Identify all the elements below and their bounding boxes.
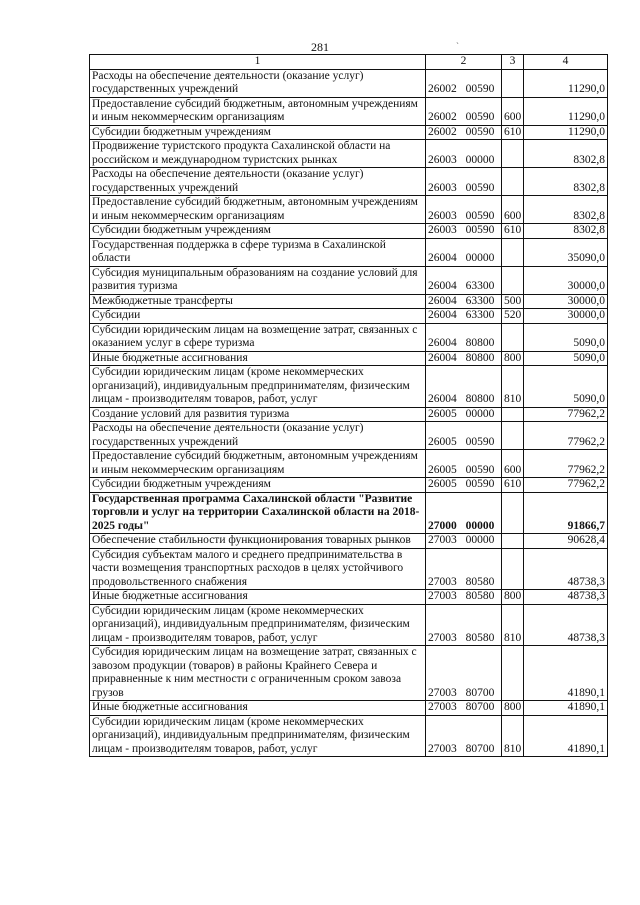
- row-name: Создание условий для развития туризма: [90, 407, 426, 422]
- table-row: [90, 351, 608, 366]
- row-code: 26004 63300: [426, 309, 502, 324]
- table-row: [90, 422, 608, 450]
- header-col-1: 1: [90, 55, 426, 70]
- row-name: Субсидии юридическим лицам на возмещение затрат, связанных с оказанием услуг в сфере туризма: [90, 323, 426, 351]
- row-code: 27003 80580: [426, 604, 502, 646]
- row-name: Обеспечение стабильности функционирования товарных рынков: [90, 534, 426, 549]
- table-row: [90, 309, 608, 324]
- row-name: Субсидии бюджетным учреждениям: [90, 224, 426, 239]
- row-kvr: 500: [502, 294, 524, 309]
- row-name: Иные бюджетные ассигнования: [90, 351, 426, 366]
- row-kvr: [502, 407, 524, 422]
- row-name: Расходы на обеспечение деятельности (оказание услуг) государственных учреждений: [90, 168, 426, 196]
- table-row: [90, 450, 608, 478]
- table-row: [90, 97, 608, 125]
- header-row: [90, 55, 608, 70]
- row-code: 27003 80580: [426, 590, 502, 605]
- row-amount: 77962,2: [524, 450, 608, 478]
- row-code: 26003 00590: [426, 196, 502, 224]
- row-amount: 41890,1: [524, 715, 608, 757]
- row-amount: 8302,8: [524, 224, 608, 239]
- row-kvr: 800: [502, 590, 524, 605]
- row-name: Иные бюджетные ассигнования: [90, 701, 426, 716]
- table-row: [90, 69, 608, 97]
- row-code: 26003 00590: [426, 168, 502, 196]
- row-amount: 5090,0: [524, 351, 608, 366]
- row-kvr: 610: [502, 125, 524, 140]
- row-name: Расходы на обеспечение деятельности (оказание услуг) государственных учреждений: [90, 69, 426, 97]
- table-body: [90, 69, 608, 757]
- row-amount: 90628,4: [524, 534, 608, 549]
- row-code: 26005 00590: [426, 478, 502, 493]
- row-kvr: 810: [502, 604, 524, 646]
- table-row: [90, 294, 608, 309]
- row-amount: 41890,1: [524, 646, 608, 701]
- row-code: 26005 00590: [426, 422, 502, 450]
- row-kvr: [502, 69, 524, 97]
- row-name: Иные бюджетные ассигнования: [90, 590, 426, 605]
- table-row: [90, 196, 608, 224]
- row-code: 27003 80700: [426, 701, 502, 716]
- table-row: [90, 125, 608, 140]
- row-name: Субсидии бюджетным учреждениям: [90, 478, 426, 493]
- row-code: 27003 80700: [426, 646, 502, 701]
- row-code: 26004 63300: [426, 294, 502, 309]
- row-code: 26004 00000: [426, 238, 502, 266]
- row-amount: 11290,0: [524, 97, 608, 125]
- row-code: 27003 80700: [426, 715, 502, 757]
- header-col-3: 3: [502, 55, 524, 70]
- row-amount: 11290,0: [524, 69, 608, 97]
- table-row: [90, 238, 608, 266]
- row-amount: 77962,2: [524, 478, 608, 493]
- table-row: [90, 407, 608, 422]
- row-code: 26004 80800: [426, 323, 502, 351]
- row-name: Межбюджетные трансферты: [90, 294, 426, 309]
- row-kvr: [502, 548, 524, 590]
- row-code: 26005 00590: [426, 450, 502, 478]
- table-row: [90, 140, 608, 168]
- row-kvr: [502, 492, 524, 534]
- table-row: [90, 492, 608, 534]
- row-name: Субсидия субъектам малого и среднего предпринимательства в части возмещения транспортных расходов в целях устойчивого продовольственного снабжения: [90, 548, 426, 590]
- row-kvr: [502, 646, 524, 701]
- row-kvr: [502, 168, 524, 196]
- row-name: Субсидия муниципальным образованиям на создание условий для развития туризма: [90, 266, 426, 294]
- row-code: 26003 00590: [426, 224, 502, 239]
- row-code: 27003 80580: [426, 548, 502, 590]
- row-name: Государственная поддержка в сфере туризма в Сахалинской области: [90, 238, 426, 266]
- row-kvr: 810: [502, 715, 524, 757]
- row-name: Государственная программа Сахалинской области "Развитие торговли и услуг на территории Сахалинской области на 2018-2025 годы": [90, 492, 426, 534]
- row-kvr: [502, 238, 524, 266]
- table-row: [90, 646, 608, 701]
- table-row: [90, 604, 608, 646]
- row-amount: 91866,7: [524, 492, 608, 534]
- row-amount: 30000,0: [524, 294, 608, 309]
- row-amount: 41890,1: [524, 701, 608, 716]
- row-amount: 5090,0: [524, 366, 608, 408]
- row-code: 26002 00590: [426, 69, 502, 97]
- row-kvr: 600: [502, 97, 524, 125]
- row-amount: 30000,0: [524, 266, 608, 294]
- row-amount: 11290,0: [524, 125, 608, 140]
- header-col-2: 2: [426, 55, 502, 70]
- table-row: [90, 323, 608, 351]
- row-kvr: 600: [502, 196, 524, 224]
- row-code: 26005 00000: [426, 407, 502, 422]
- scan-mark: `: [456, 41, 459, 51]
- row-kvr: 800: [502, 351, 524, 366]
- row-kvr: 610: [502, 224, 524, 239]
- row-name: Расходы на обеспечение деятельности (оказание услуг) государственных учреждений: [90, 422, 426, 450]
- row-amount: 35090,0: [524, 238, 608, 266]
- table-row: [90, 366, 608, 408]
- row-kvr: [502, 140, 524, 168]
- row-name: Предоставление субсидий бюджетным, автономным учреждениям и иным некоммерческим организациям: [90, 196, 426, 224]
- row-name: Субсидии юридическим лицам (кроме некоммерческих организаций), индивидуальным предпринимателям, физическим лицам - производителям товаров, работ, услуг: [90, 604, 426, 646]
- row-code: 26004 80800: [426, 351, 502, 366]
- row-kvr: [502, 323, 524, 351]
- row-name: Субсидии: [90, 309, 426, 324]
- row-code: 26002 00590: [426, 97, 502, 125]
- row-name: Продвижение туристского продукта Сахалинской области на российском и международном туристских рынках: [90, 140, 426, 168]
- row-code: 26002 00590: [426, 125, 502, 140]
- table-row: [90, 701, 608, 716]
- row-name: Субсидии бюджетным учреждениям: [90, 125, 426, 140]
- row-amount: 5090,0: [524, 323, 608, 351]
- row-code: 27000 00000: [426, 492, 502, 534]
- row-code: 26004 63300: [426, 266, 502, 294]
- page-number: 281: [311, 40, 329, 54]
- table-row: [90, 590, 608, 605]
- row-amount: 30000,0: [524, 309, 608, 324]
- row-kvr: [502, 266, 524, 294]
- table-row: [90, 715, 608, 757]
- row-code: 26004 80800: [426, 366, 502, 408]
- row-kvr: 600: [502, 450, 524, 478]
- table-row: [90, 534, 608, 549]
- row-code: 27003 00000: [426, 534, 502, 549]
- header-col-4: 4: [524, 55, 608, 70]
- row-name: Предоставление субсидий бюджетным, автономным учреждениям и иным некоммерческим организациям: [90, 97, 426, 125]
- table-row: [90, 478, 608, 493]
- row-kvr: [502, 534, 524, 549]
- row-kvr: 800: [502, 701, 524, 716]
- row-name: Предоставление субсидий бюджетным, автономным учреждениям и иным некоммерческим организациям: [90, 450, 426, 478]
- row-name: Субсидии юридическим лицам (кроме некоммерческих организаций), индивидуальным предпринимателям, физическим лицам - производителям товаров, работ, услуг: [90, 366, 426, 408]
- row-name: Субсидии юридическим лицам (кроме некоммерческих организаций), индивидуальным предпринимателям, физическим лицам - производителям товаров, работ, услуг: [90, 715, 426, 757]
- row-kvr: [502, 422, 524, 450]
- row-kvr: 610: [502, 478, 524, 493]
- row-amount: 8302,8: [524, 196, 608, 224]
- table-row: [90, 224, 608, 239]
- table-row: [90, 266, 608, 294]
- table-row: [90, 548, 608, 590]
- row-name: Субсидия юридическим лицам на возмещение затрат, связанных с завозом продукции (товаров) в районы Крайнего Севера и приравненные к ним местности с ограниченным сроком завоза грузов: [90, 646, 426, 701]
- row-amount: 48738,3: [524, 548, 608, 590]
- row-amount: 8302,8: [524, 168, 608, 196]
- row-amount: 77962,2: [524, 407, 608, 422]
- budget-table: [89, 54, 608, 757]
- row-amount: 77962,2: [524, 422, 608, 450]
- row-amount: 8302,8: [524, 140, 608, 168]
- row-amount: 48738,3: [524, 590, 608, 605]
- table-row: [90, 168, 608, 196]
- row-kvr: 810: [502, 366, 524, 408]
- row-code: 26003 00000: [426, 140, 502, 168]
- row-amount: 48738,3: [524, 604, 608, 646]
- row-kvr: 520: [502, 309, 524, 324]
